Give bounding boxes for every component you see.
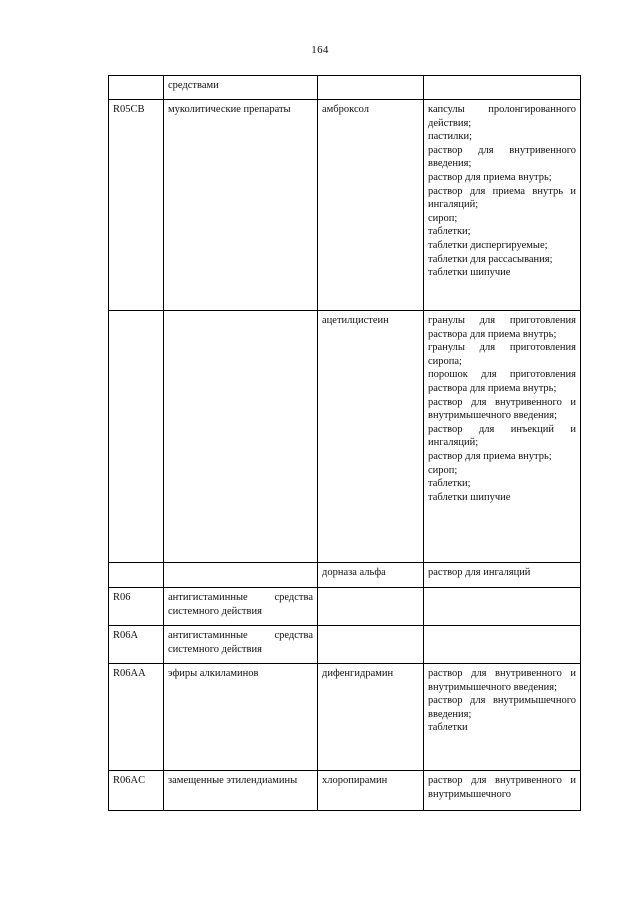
dosage-form: сироп; — [428, 212, 458, 224]
table-row — [109, 664, 581, 771]
substance-cell — [318, 588, 424, 626]
dosage-form: таблетки шипучие — [428, 267, 511, 279]
substance-cell — [318, 76, 424, 100]
dosage-forms-cell — [424, 588, 581, 626]
dosage-form: пастилки; — [428, 131, 473, 143]
group-cell: эфиры алкиламинов — [164, 664, 318, 771]
atc-code-cell: R06AC — [109, 771, 164, 811]
atc-code-cell: R06 — [109, 588, 164, 626]
dosage-forms-cell — [424, 664, 581, 771]
table-row — [109, 626, 581, 664]
dosage-form: раствор для приема внутрь; — [428, 450, 552, 462]
table-row — [109, 588, 581, 626]
dosage-form: таблетки — [428, 722, 468, 734]
substance-cell: амброксол — [318, 100, 424, 311]
group-cell: антигистаминные средства системного действия — [164, 626, 318, 664]
atc-code-cell — [109, 76, 164, 100]
atc-code-cell: R06AA — [109, 664, 164, 771]
group-cell: антигистаминные средства системного действия — [164, 588, 318, 626]
table-row — [109, 100, 581, 311]
dosage-form: раствор для внутривенного и внутримышечного введения; — [428, 396, 576, 422]
dosage-form: порошок для приготовления раствора для приема внутрь; — [428, 369, 576, 394]
table-row — [109, 76, 581, 100]
substance-cell: дорназа альфа — [318, 563, 424, 588]
dosage-form: раствор для инъекций и ингаляций; — [428, 423, 576, 449]
dosage-form: таблетки; — [428, 478, 471, 490]
atc-drug-table — [108, 75, 581, 811]
substance-cell: ацетилцистеин — [318, 311, 424, 563]
atc-code-cell: R06A — [109, 626, 164, 664]
atc-code-cell — [109, 563, 164, 588]
dosage-form: капсулы пролонгированного действия; — [428, 104, 576, 129]
dosage-form: таблетки шипучие — [428, 491, 511, 503]
dosage-form: гранулы для приготовления раствора для приема внутрь; — [428, 315, 576, 340]
substance-cell: хлоропирамин — [318, 771, 424, 811]
group-cell: замещенные этилендиамины — [164, 771, 318, 811]
dosage-forms-cell — [424, 563, 581, 588]
group-cell — [164, 311, 318, 563]
page-number: 164 — [311, 44, 329, 56]
dosage-form: раствор для внутривенного и внутримышечного — [428, 775, 576, 800]
substance-cell — [318, 626, 424, 664]
dosage-form: таблетки; — [428, 226, 471, 238]
dosage-forms-cell — [424, 311, 581, 563]
table-row — [109, 311, 581, 563]
dosage-form: раствор для внутривенного введения; — [428, 144, 576, 170]
dosage-form: таблетки диспергируемые; — [428, 239, 548, 251]
group-cell: муколитические препараты — [164, 100, 318, 311]
group-cell: средствами — [164, 76, 318, 100]
dosage-forms-cell — [424, 100, 581, 311]
dosage-forms-cell — [424, 771, 581, 811]
dosage-forms-cell — [424, 76, 581, 100]
substance-cell: дифенгидрамин — [318, 664, 424, 771]
atc-code-cell: R05CB — [109, 100, 164, 311]
dosage-form: раствор для приема внутрь; — [428, 171, 552, 183]
dosage-form: сироп; — [428, 464, 458, 476]
atc-code-cell — [109, 311, 164, 563]
dosage-form: раствор для внутримышечного введения; — [428, 695, 576, 720]
table-row — [109, 771, 581, 811]
group-cell — [164, 563, 318, 588]
dosage-form: раствор для приема внутрь и ингаляций; — [428, 185, 576, 211]
dosage-form: гранулы для приготовления сиропа; — [428, 342, 576, 367]
dosage-form: таблетки для рассасывания; — [428, 253, 553, 265]
dosage-form: раствор для ингаляций — [428, 567, 531, 578]
table-row — [109, 563, 581, 588]
dosage-form: раствор для внутривенного и внутримышечного введения; — [428, 668, 576, 693]
dosage-forms-cell — [424, 626, 581, 664]
